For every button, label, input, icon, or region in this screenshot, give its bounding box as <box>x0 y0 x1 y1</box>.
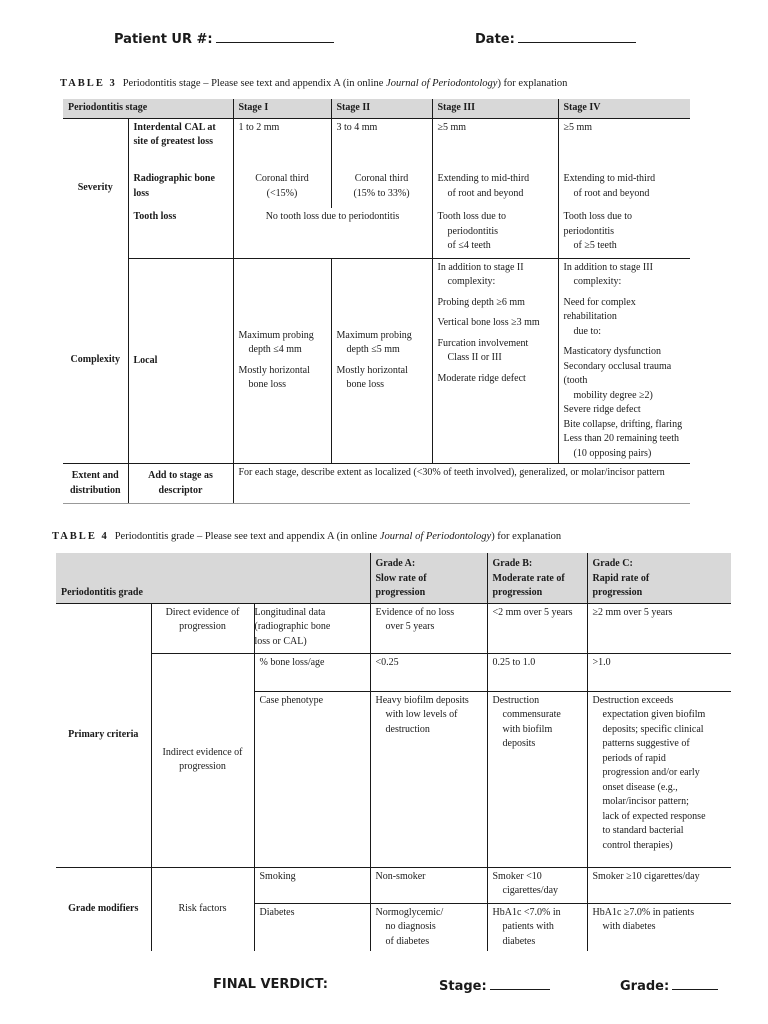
smoking-label: Smoking <box>254 867 370 903</box>
phenotype-grade-a <box>370 691 487 867</box>
ph-b-line: deposits <box>502 738 536 749</box>
complexity-s4-line: Secondary occlusal trauma (tooth <box>563 360 672 386</box>
sm-b-line: cigarettes/day <box>502 885 559 896</box>
ph-c-line: progression and/or early <box>602 767 700 778</box>
grade-field[interactable] <box>620 977 718 994</box>
bone-stage-4-line: Extending to mid-third <box>563 173 656 184</box>
final-verdict-label: FINAL VERDICT: <box>213 977 328 992</box>
smoking-row <box>56 867 731 903</box>
smoking-grade-c: Smoker ≥10 cigarettes/day <box>587 867 731 903</box>
tooth-stage-4 <box>558 208 690 258</box>
bone-age-row <box>56 653 731 691</box>
header-stage-3: Stage III <box>432 99 558 118</box>
ph-c-line: molar/incisor pattern; <box>602 796 689 807</box>
complexity-s4-line: Less than 20 remaining teeth <box>563 433 680 444</box>
primary-criteria-label: Primary criteria <box>56 603 151 867</box>
db-c-line: HbA1c ≥7.0% in patients <box>592 906 695 918</box>
bone-stage-2 <box>331 170 432 208</box>
table4-label: TABLE 4 <box>52 531 109 542</box>
complexity-s3-line: Class II or III <box>447 352 502 363</box>
complexity-s3-line: In addition to stage II <box>437 261 524 273</box>
complexity-s4-line: Need for complex rehabilitation <box>563 296 636 322</box>
longitudinal-grade-c: ≥2 mm over 5 years <box>587 603 731 653</box>
date-blank[interactable] <box>518 30 636 43</box>
bone-stage-2-line: (15% to 33%) <box>353 187 410 199</box>
ph-b-line: commensurate <box>502 709 561 720</box>
complexity-stage-2 <box>331 258 432 464</box>
tooth-loss-label: Tooth loss <box>128 208 233 258</box>
complexity-s3-line: complexity: <box>447 276 496 287</box>
tooth-stage-4-line: Tooth loss due to periodontitis <box>563 211 632 237</box>
longitudinal-grade-a <box>370 603 487 653</box>
header-grade-b-line: progression <box>492 587 543 598</box>
diabetes-grade-a <box>370 903 487 951</box>
indirect-evidence: Indirect evidence of progression <box>151 653 254 867</box>
header-grade-b <box>487 553 587 603</box>
table3-header-row <box>63 99 690 118</box>
complexity-s3-line: Moderate ridge defect <box>437 372 526 384</box>
table3-caption-journal: Journal of Periodontology <box>386 78 498 89</box>
complexity-s4-line: (10 opposing pairs) <box>573 447 652 459</box>
complexity-stage-3 <box>432 258 558 464</box>
table4-header-row <box>56 553 731 603</box>
diabetes-grade-b <box>487 903 587 951</box>
cal-stage-4: ≥5 mm <box>558 118 690 170</box>
ph-a-line: destruction <box>385 723 430 735</box>
extent-label: Extent and distribution <box>63 464 128 504</box>
periodontitis-stage-table <box>63 99 690 504</box>
complexity-s2-line: Maximum probing <box>336 329 412 341</box>
header-grade-a-line: progression <box>375 587 426 598</box>
tooth-stage-3-line: of ≤4 teeth <box>447 240 491 251</box>
stage-blank[interactable] <box>490 977 550 990</box>
ph-b-line: Destruction <box>492 694 540 706</box>
header-periodontitis-stage: Periodontitis stage <box>63 99 233 118</box>
smoking-grade-b <box>487 867 587 903</box>
ph-c-line: patterns suggestive of <box>602 738 690 749</box>
ph-b-line: with biofilm <box>502 723 553 735</box>
header-stage-1: Stage I <box>233 99 331 118</box>
grade-label: Grade: <box>620 979 670 994</box>
bone-age-grade-b: 0.25 to 1.0 <box>487 653 587 691</box>
extent-row <box>63 464 690 504</box>
patient-ur-blank[interactable] <box>216 30 334 43</box>
db-a-line: of diabetes <box>385 935 430 947</box>
cal-label: Interdental CAL at site of greatest loss <box>128 118 233 170</box>
table4-caption <box>52 531 561 542</box>
ph-c-line: lack of expected response <box>602 810 706 822</box>
severity-tooth-row <box>63 208 690 258</box>
complexity-s2-line: Mostly horizontal <box>336 364 408 376</box>
complexity-s4-line: Masticatory dysfunction <box>563 346 661 357</box>
header-grade-b-line: Grade B: <box>492 558 533 569</box>
bone-stage-2-line: Coronal third <box>354 173 409 184</box>
complexity-s4-line: In addition to stage III <box>563 261 653 273</box>
table3-caption-text: Periodontitis stage – Please see text and appendix A (in online <box>122 78 387 89</box>
cal-stage-1: 1 to 2 mm <box>233 118 331 170</box>
db-b-line: patients with <box>502 921 554 932</box>
bone-loss-label: Radiographic bone loss <box>128 170 233 208</box>
bone-stage-3-line: of root and beyond <box>447 187 524 199</box>
tooth-stage-3 <box>432 208 558 258</box>
longitudinal-grade-b: <2 mm over 5 years <box>487 603 587 653</box>
patient-ur-label: Patient UR #: <box>114 32 213 47</box>
ph-c-line: periods of rapid <box>602 752 666 764</box>
bone-stage-1 <box>233 170 331 208</box>
bone-stage-1-line: Coronal third <box>255 173 309 184</box>
complexity-s4-line: Bite collapse, drifting, flaring <box>563 418 683 430</box>
phenotype-grade-b <box>487 691 587 867</box>
complexity-stage-1 <box>233 258 331 464</box>
case-phenotype: Case phenotype <box>254 691 370 867</box>
ph-a-line: Heavy biofilm deposits <box>375 694 469 706</box>
extent-text: For each stage, describe extent as localized (<30% of teeth involved), generalized, or molar/incisor pattern <box>233 464 690 504</box>
long-a-line: Evidence of no loss <box>375 606 455 618</box>
complexity-s1-line: Maximum probing <box>238 329 314 341</box>
severity-cal-row <box>63 118 690 170</box>
header-grade-a-line: Slow rate of <box>375 572 427 584</box>
phenotype-grade-c <box>587 691 731 867</box>
ph-c-line: expectation given biofilm <box>602 709 706 720</box>
diabetes-label: Diabetes <box>254 903 370 951</box>
bone-stage-3-line: Extending to mid-third <box>437 173 530 184</box>
complexity-s3-line: Furcation involvement <box>437 337 529 349</box>
complexity-s4-line: Severe ridge defect <box>563 404 641 415</box>
tooth-stage-3-line: Tooth loss due to <box>437 211 506 222</box>
header-grade-a <box>370 553 487 603</box>
tooth-stage-4-line: of ≥5 teeth <box>573 240 617 251</box>
header-grade-a-line: Grade A: <box>375 558 416 569</box>
risk-factors: Risk factors <box>151 867 254 951</box>
bone-age-grade-c: >1.0 <box>587 653 731 691</box>
sm-b-line: Smoker <10 <box>492 870 542 882</box>
header-grade-b-line: Moderate rate of <box>492 572 565 584</box>
extent-descriptor: Add to stage as descriptor <box>128 464 233 504</box>
db-a-line: no diagnosis <box>385 921 436 932</box>
grade-blank[interactable] <box>672 977 718 990</box>
bone-stage-4-line: of root and beyond <box>573 187 650 199</box>
bone-age-grade-a: <0.25 <box>370 653 487 691</box>
header-periodontitis-grade: Periodontitis grade <box>56 553 370 603</box>
date-field[interactable] <box>475 30 636 47</box>
db-b-line: HbA1c <7.0% in <box>492 906 561 918</box>
table4-caption-text: Periodontitis grade – Please see text and appendix A (in online <box>114 531 380 542</box>
ph-c-line: deposits; specific clinical <box>602 723 704 735</box>
header-grade-c <box>587 553 731 603</box>
ph-c-line: control therapies) <box>602 839 673 851</box>
tooth-stage-1-2: No tooth loss due to periodontitis <box>233 208 432 258</box>
long-a-line: over 5 years <box>385 621 435 632</box>
complexity-stage-4 <box>558 258 690 464</box>
stage-label: Stage: <box>439 979 487 994</box>
table3-label: TABLE 3 <box>60 78 117 89</box>
header-grade-c-line: Rapid rate of <box>592 572 650 584</box>
db-c-line: with diabetes <box>602 921 656 932</box>
db-b-line: diabetes <box>502 935 536 947</box>
longitudinal-data <box>254 603 370 653</box>
complexity-s1-line: bone loss <box>248 379 286 391</box>
cal-stage-3: ≥5 mm <box>432 118 558 170</box>
periodontitis-grade-table <box>56 553 731 951</box>
cal-stage-2: 3 to 4 mm <box>331 118 432 170</box>
complexity-s2-line: bone loss <box>346 379 384 391</box>
db-a-line: Normoglycemic/ <box>375 906 444 918</box>
stage-field[interactable] <box>439 977 550 994</box>
header-stage-4: Stage IV <box>558 99 690 118</box>
table4-caption-end: ) for explanation <box>491 531 562 542</box>
diabetes-grade-c <box>587 903 731 951</box>
complexity-s4-line: due to: <box>573 325 601 337</box>
bone-loss-age: % bone loss/age <box>254 653 370 691</box>
ph-a-line: with low levels of <box>385 709 458 720</box>
complexity-s1-line: Mostly horizontal <box>238 364 310 376</box>
smoking-grade-a: Non-smoker <box>370 867 487 903</box>
longitudinal-line: (radiographic bone <box>254 621 331 632</box>
complexity-label: Complexity <box>63 258 128 464</box>
ph-c-line: Destruction exceeds <box>592 694 674 706</box>
ph-c-line: to standard bacterial <box>602 825 684 836</box>
date-label: Date: <box>475 32 515 47</box>
complexity-s4-line: mobility degree ≥2) <box>573 389 653 401</box>
complexity-s3-line: Probing depth ≥6 mm <box>437 296 525 308</box>
longitudinal-row <box>56 603 731 653</box>
direct-evidence: Direct evidence of progression <box>151 603 254 653</box>
complexity-s1-line: depth ≤4 mm <box>248 344 302 356</box>
ph-c-line: onset disease (e.g., <box>602 781 678 793</box>
complexity-row <box>63 258 690 464</box>
severity-bone-row <box>63 170 690 208</box>
complexity-local: Local <box>128 258 233 464</box>
bone-stage-4 <box>558 170 690 208</box>
tooth-stage-3-line: periodontitis <box>447 225 499 237</box>
header-stage-2: Stage II <box>331 99 432 118</box>
longitudinal-line: Longitudinal data <box>254 606 326 618</box>
table3-caption-end: ) for explanation <box>497 78 568 89</box>
patient-ur-field[interactable] <box>114 30 334 47</box>
header-grade-c-line: Grade C: <box>592 558 633 569</box>
severity-label: Severity <box>77 182 113 193</box>
complexity-s2-line: depth ≤5 mm <box>346 344 400 356</box>
table4-caption-journal: Journal of Periodontology <box>379 531 492 542</box>
table3-caption <box>60 78 567 89</box>
complexity-s4-line: complexity: <box>573 276 622 287</box>
longitudinal-line: loss or CAL) <box>254 635 307 647</box>
grade-modifiers-label: Grade modifiers <box>68 903 139 914</box>
bone-stage-1-line: (<15%) <box>266 187 298 199</box>
complexity-s3-line: Vertical bone loss ≥3 mm <box>437 317 540 328</box>
bone-stage-3 <box>432 170 558 208</box>
header-grade-c-line: progression <box>592 587 643 598</box>
